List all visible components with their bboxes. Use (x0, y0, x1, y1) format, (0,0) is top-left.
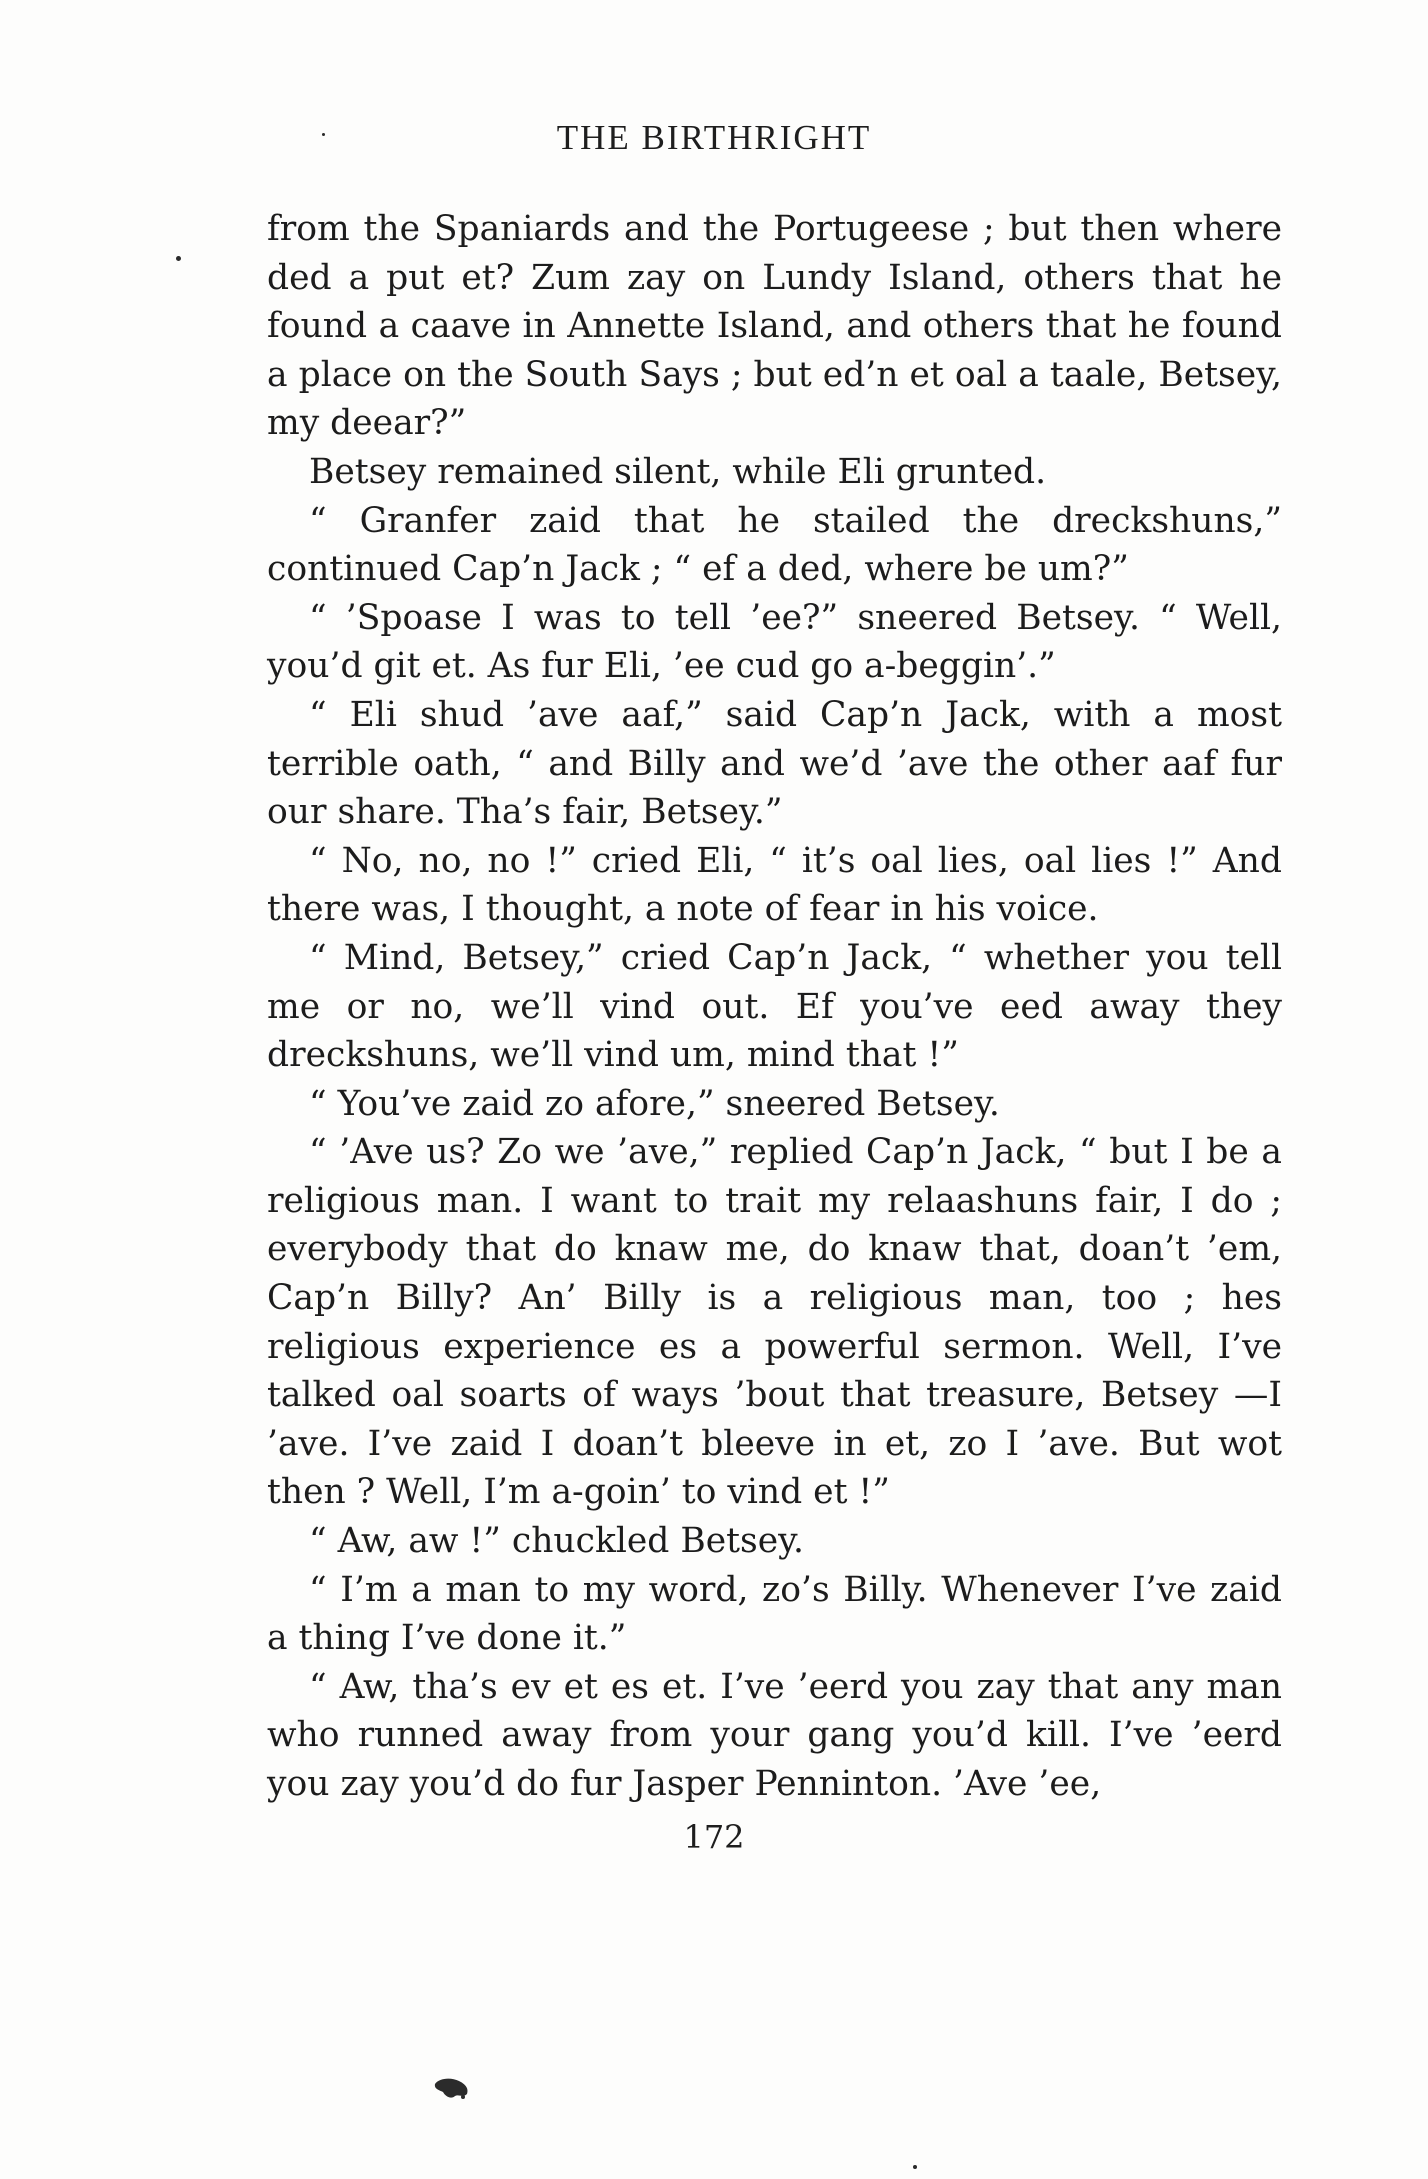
paragraph: “ I’m a man to my word, zo’s Billy. Whenever I’ve zaid a thing I’ve done it.” (267, 1569, 1282, 1659)
paragraph: Betsey remained silent, while Eli grunted. (309, 451, 1047, 492)
paragraph: “ You’ve zaid zo afore,” sneered Betsey. (309, 1083, 1000, 1124)
page-number: 172 (683, 1818, 745, 1856)
print-speck (913, 2165, 917, 2169)
paragraph: “ Granfer zaid that he stailed the dreckshuns,” continued Cap’n Jack ; “ ef a ded, where be um?” (267, 500, 1282, 590)
paragraph: “ Aw, tha’s ev et es et. I’ve ’eerd you zay that any man who runned away from your gang you’d kill. I’ve ’eerd you zay you’d do fur Jasper Penninton. ’Ave ’ee, (267, 1666, 1282, 1804)
print-speck (322, 133, 325, 136)
paragraph: “ ’Spoase I was to tell ’ee?” sneered Betsey. “ Well, you’d git et. As fur Eli, ’ee cud go a-beggin’.” (267, 597, 1282, 687)
ink-blot (433, 2076, 473, 2102)
paragraph: “ Eli shud ’ave aaf,” said Cap’n Jack, with a most terrible oath, “ and Billy and we’d ’ave the other aaf fur our share. Tha’s fair, Betsey.” (267, 694, 1282, 833)
print-speck (176, 256, 181, 261)
body-text (267, 205, 1282, 1809)
paragraph: “ Aw, aw !” chuckled Betsey. (309, 1521, 804, 1562)
paragraph-continued: from the Spaniards and the Portugeese ; but then where ded a put et? Zum zay on Lundy Island, others that he found a caave in Annette Island, and others that he found a place on the South Says ; but ed’n et oal a taale, Betsey, my deear?” (267, 209, 1282, 444)
paragraph: “ No, no, no !” cried Eli, “ it’s oal lies, oal lies !” And there was, I thought, a note of fear in his voice. (267, 840, 1282, 930)
running-title: THE BIRTHRIGHT (556, 118, 872, 157)
paragraph: “ ’Ave us? Zo we ’ave,” replied Cap’n Jack, “ but I be a religious man. I want to trait my relaashuns fair, I do ; everybody that do knaw me, do knaw that, doan’t ’em, Cap’n Billy? An’ Billy is a religious man, too ; hes religious experience es a powerful sermon. Well, I’ve talked oal soarts of ways ’bout that treasure, Betsey —I ’ave. I’ve zaid I doan’t bleeve in et, zo I ’ave. But wot then ? Well, I’m a-goin’ to vind et !” (267, 1132, 1282, 1513)
paragraph: “ Mind, Betsey,” cried Cap’n Jack, “ whether you tell me or no, we’ll vind out. Ef you’ve eed away they dreckshuns, we’ll vind um, mind that !” (267, 937, 1282, 1076)
